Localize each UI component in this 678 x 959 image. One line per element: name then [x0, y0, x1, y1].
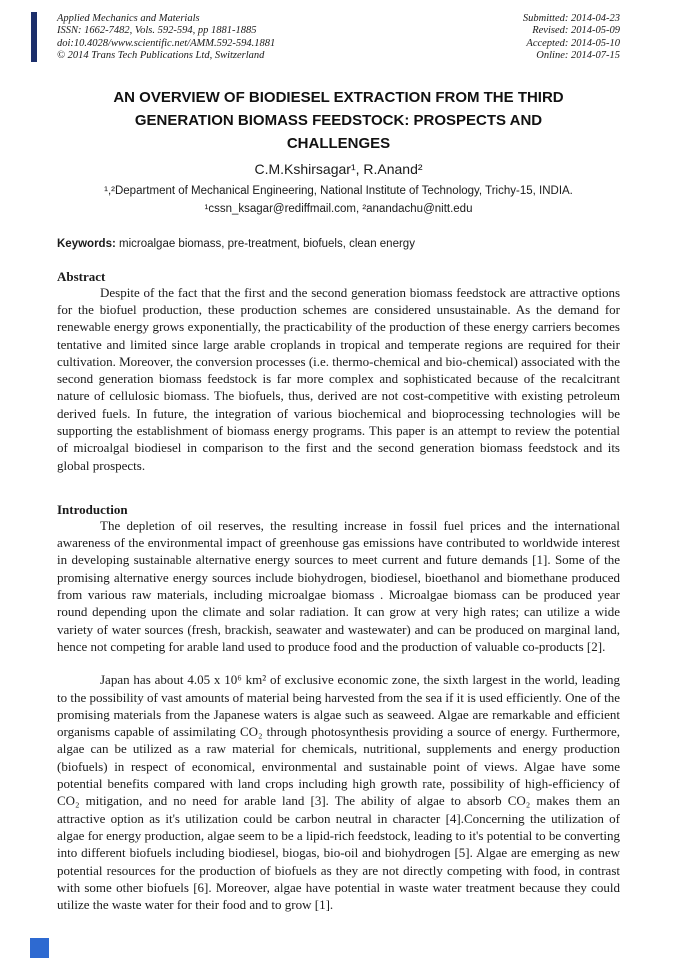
paper-title-line-1: AN OVERVIEW OF BIODIESEL EXTRACTION FROM THE THIRD — [113, 88, 564, 106]
paper-title-line-2: GENERATION BIOMASS FEEDSTOCK: PROSPECTS AND — [134, 111, 543, 129]
introduction-heading: Introduction — [57, 501, 128, 517]
author-emails: ¹cssn_ksagar@rediffmail.com, ²anandachu@nitt.edu — [204, 202, 473, 215]
abstract-heading: Abstract — [57, 268, 106, 284]
keywords-line — [57, 237, 620, 252]
paper-title — [57, 86, 620, 155]
authors: C.M.Kshirsagar¹, R.Anand² — [254, 160, 423, 177]
margin-mark-top — [31, 12, 37, 62]
intro-paragraph-2: Japan has about 4.05 x 10⁶ km² of exclusive economic zone, the sixth largest in the world, leading to the possibility of vast amounts of material being harvested from the sea if it is used efficiently. One of the promising materials from the Japanese waters is algae such as seaweed. Algae are remarkable and efficient organisms capable of assimilating CO₂ through photosynthesis providing a source of energy. Furthermore, algae can be utilized as a raw material for chemicals, nutritional, supplements and energy production (biofuels) in respect of economical, environmental and sustainable point of views. Algae have some potential benefits compared with land crops including high growth rate, possibility of high-efficiency of CO₂ mitigation, and no need for arable land [3]. The ability of algae to absorb CO₂ makes them an attractive option as it's utilization could be carbon neutral in character [4].Concerning the utilization of algae for energy production, algae seem to be a lipid-rich feedstock, leading to it's potential to be converting into different biofuels including biodiesel, biogas, bio-oil and biohydrogen [5]. Algae are emerging as new potential resources for the production of biofuels as they are not directly competing with food, in contrast with some other biofuels [6]. Moreover, algae have potential in waste water treatment because they could utilize the waste water for their food and to grow [1]. — [57, 672, 620, 913]
affiliation: ¹,²Department of Mechanical Engineering, National Institute of Technology, Trichy-15, INDIA. — [104, 184, 573, 197]
journal-name: Applied Mechanics and Materials — [57, 13, 200, 24]
copyright-line: © 2014 Trans Tech Publications Ltd, Switzerland — [57, 50, 265, 62]
journal-header — [57, 13, 620, 63]
keywords-label: Keywords: — [57, 237, 116, 250]
intro-paragraph-1: The depletion of oil reserves, the resulting increase in fossil fuel prices and the international awareness of the environmental impact of greenhouse gas emissions have contributed to worldwide interest in developing sustainable alternative energy sources to meet current and future demands [1]. Some of the promising alternative energy sources include biohydrogen, biodiesel, bioethanol and biomethane produced from various raw materials, including microalgae biomass . Microalgae biomass can be produced year round depending upon the climate and solar radiation. It can grow at very high rates; can utilize a wide variety of water sources (fresh, brackish, seawater and wastewater) and can be produced on marginal land, hence not competing for arable land used to produce food and the production of valuable co-products [2]. — [57, 517, 620, 654]
paper-title-line-3: CHALLENGES — [286, 134, 391, 152]
issn-line: ISSN: 1662-7482, Vols. 592-594, pp 1881-1885 — [57, 25, 257, 37]
margin-mark-bottom — [30, 938, 49, 958]
submitted-date: Submitted: 2014-04-23 — [522, 13, 620, 24]
revised-date: Revised: 2014-05-09 — [532, 25, 620, 37]
doi-line: doi:10.4028/www.scientific.net/AMM.592-594.1881 — [57, 37, 276, 49]
abstract-text: Despite of the fact that the first and the second generation biomass feedstock are attractive options for the biofuel production, these production schemes are considered unsustainable. As the demand for renewable energy grows exponentially, the practicability of the production of these energy carriers becomes tentative and limited since large arable croplands in tropical and temperate regions are required for their cultivation. Moreover, the conversion processes (i.e. thermo-chemical and bio-chemical) associated with the second generation biomass feedstock is far more complex and sophisticated because of the recalcitrant nature of cellulosic biomass. The biofuels, thus, derived are not cost-competitive with existing petroleum derived fuels. In future, the integration of various biochemical and bioprocessing technologies will be supporting the establishment of biomass energy programs. This paper is an attempt to review the potential of microalgal biodiesel in comparison to the first and the second generation biomass feedstock and its global prospects. — [57, 284, 620, 473]
online-date: Online: 2014-07-15 — [536, 50, 620, 62]
accepted-date: Accepted: 2014-05-10 — [526, 37, 620, 49]
keywords-text: microalgae biomass, pre-treatment, biofuels, clean energy — [115, 237, 415, 250]
